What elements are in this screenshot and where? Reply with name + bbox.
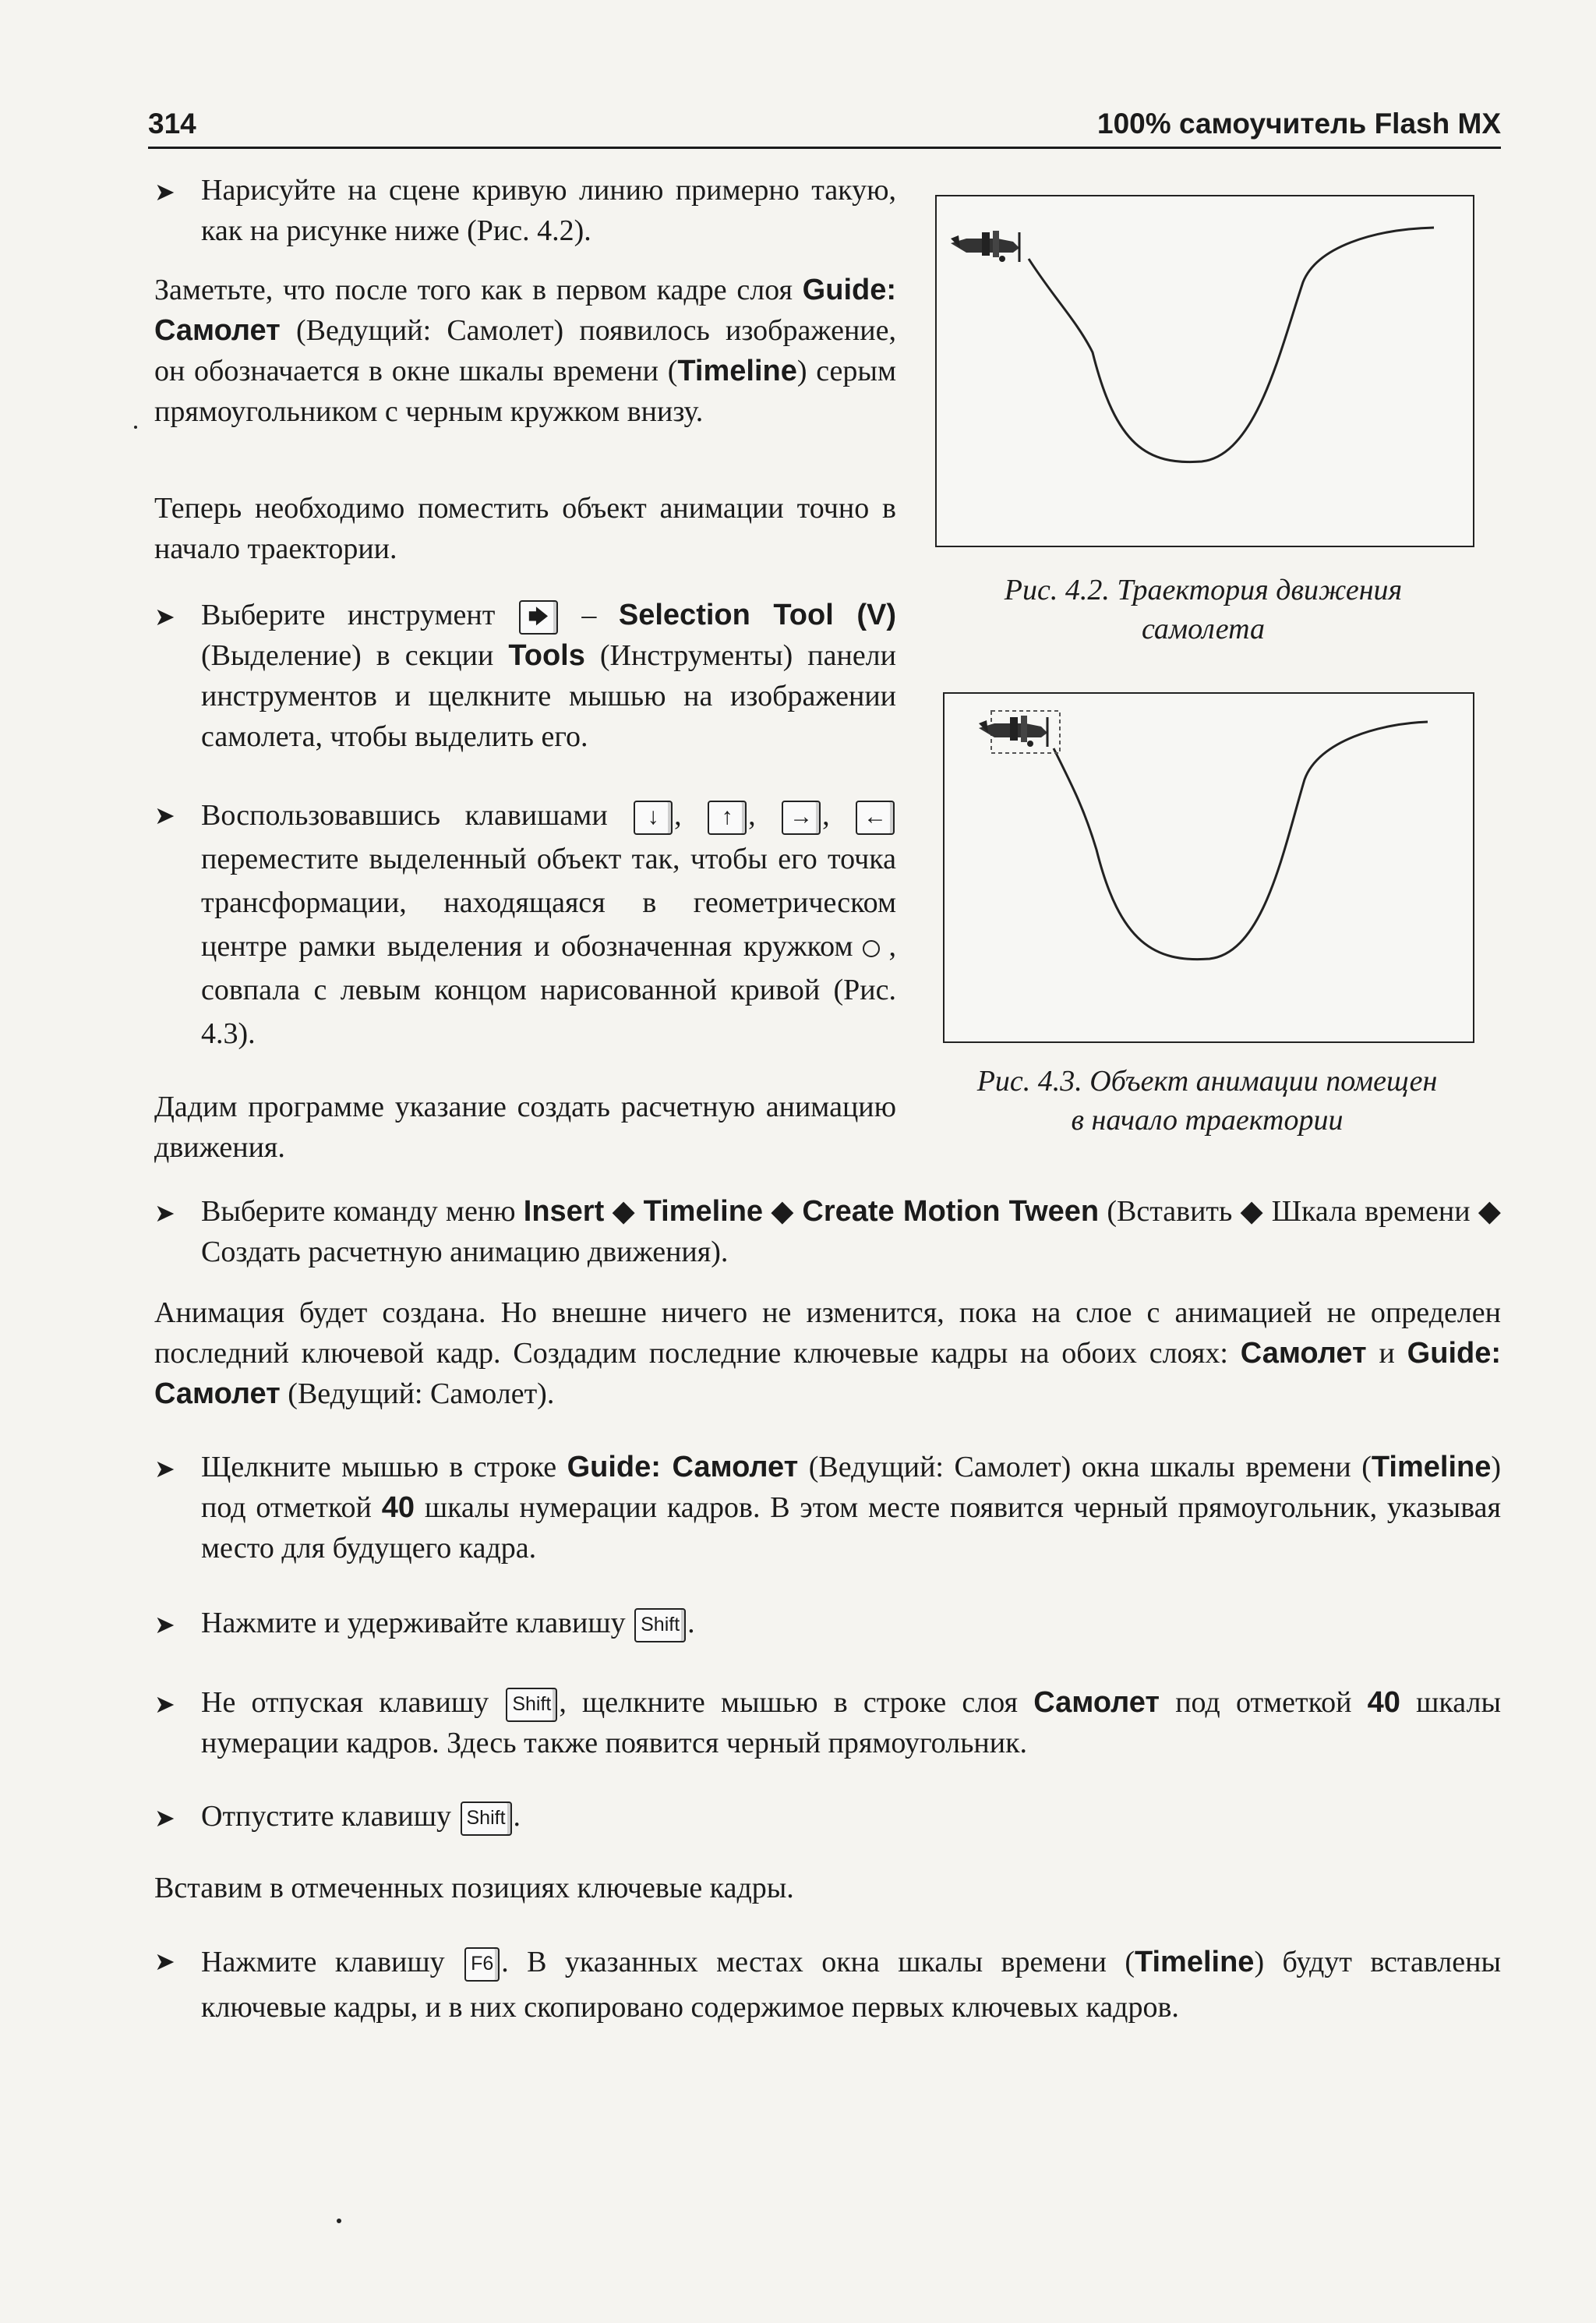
bullet-marker-icon: ➤ [154, 1610, 175, 1639]
term-timeline: Timeline [677, 355, 797, 387]
instruction-create-motion-tween: Выберите команду меню Insert ◆ Timeline ◆ Create Motion Tween (Вставить ◆ Шкала времени ◆ Создать расчетную анимацию движения). [201, 1195, 1501, 1268]
term-selection-tool: Selection Tool (V) [618, 599, 896, 631]
bullet-marker-icon: ➤ [154, 801, 175, 830]
figure-4-3-object-at-start [943, 692, 1474, 1043]
paragraph-insert-keyframes: Вставим в отмеченных позициях ключевые кадры. [154, 1872, 794, 1904]
shift-key-icon: Shift [506, 1688, 557, 1722]
menu-insert: Insert [523, 1195, 605, 1228]
instruction-text: Нарисуйте на сцене кривую линию примерно такую, как на рисунке ниже (Рис. 4.2). [201, 174, 896, 247]
instruction-arrow-keys: Воспользовавшись клавишами ↓ , ↑ , → , ← переместите выделенный объект так, чтобы его точка трансформации, находящаяся в геометрическом центре рамки выделения и обозначенная кружком , совпала с левым концом нарисованной кривой (Рис. 4.3). [201, 799, 896, 1050]
figure-4-2-trajectory [935, 195, 1474, 547]
instruction-select-tool: Выберите инструмент 🡆 – Selection Tool (V) (Выделение) в секции Tools (Инструменты) панели инструментов и щелкните мышью на изображении самолета, чтобы выделить его. [201, 599, 896, 753]
bullet-marker-icon: ➤ [154, 1198, 175, 1228]
instruction-press-f6: Нажмите клавишу F6 . В указанных местах окна шкалы времени (Timeline) будут вставлены ключевые кадры, и в них скопировано содержимое первых ключевых кадров. [201, 1946, 1501, 2024]
trajectory-drawing-selected [945, 694, 1473, 1041]
airplane-icon [979, 716, 1047, 747]
term-guide-layer: Guide: Самолет [154, 1337, 1501, 1410]
instruction-click-guide-row: Щелкните мышью в строке Guide: Самолет (Ведущий: Самолет) окна шкалы времени (Timeline) под отметкой 40 шкалы нумерации кадров. В этом месте появится черный прямоугольник, указывая место для будущего кадра. [201, 1451, 1501, 1565]
frame-mark-40: 40 [381, 1491, 415, 1524]
bullet-marker-icon: ➤ [154, 1454, 175, 1483]
bullet-marker-icon: ➤ [154, 1946, 175, 1976]
term-guide-layer: Guide: Самолет [567, 1451, 799, 1483]
trajectory-curve [1029, 228, 1434, 462]
instruction-draw-curve [201, 170, 896, 251]
selection-arrow-icon: 🡆 [519, 600, 558, 635]
trajectory-curve [1054, 722, 1428, 960]
instruction-click-samolet-row: Не отпуская клавишу Shift , щелкните мышью в строке слоя Самолет под отметкой 40 шкалы нумерации кадров. Здесь также появится черный прямоугольник. [201, 1686, 1502, 1759]
paragraph-guide-layer: Заметьте, что после того как в первом кадре слоя Guide: Самолет (Ведущий: Самолет) появилось изображение, он обозначается в окне шкалы времени (Timeline) серым прямоугольником с черным кружком внизу. [154, 274, 896, 428]
term-tools: Tools [508, 639, 585, 672]
paragraph-place-object: Теперь необходимо поместить объект анимации точно в начало траектории. [154, 492, 896, 565]
scan-speck [134, 426, 137, 429]
frame-mark-40: 40 [1367, 1686, 1400, 1719]
f6-key-icon: F6 [464, 1947, 500, 1982]
shift-key-icon: Shift [461, 1801, 512, 1836]
airplane-icon [951, 231, 1019, 262]
term-layer-samolet: Самолет [1240, 1337, 1367, 1370]
menu-timeline: Timeline [643, 1195, 764, 1228]
paragraph-motion-tween-intro: Дадим программе указание создать расчетную анимацию движения. [154, 1091, 896, 1164]
term-layer-samolet: Самолет [1033, 1686, 1160, 1719]
term-guide-layer: Guide: Самолет [154, 274, 896, 347]
paragraph-keyframes: Анимация будет создана. Но внешне ничего не изменится, пока на слое с анимацией не определен последний ключевой кадр. Создадим последние ключевые кадры на обоих слоях: Самолет и Guide: Самолет (Ведущий: Самолет). [154, 1296, 1501, 1410]
running-header [148, 100, 1501, 149]
arrow-up-key-icon: ↑ [708, 801, 747, 835]
menu-create-motion-tween: Create Motion Tween [802, 1195, 1100, 1228]
page-number: 314 [148, 108, 196, 140]
shift-key-icon: Shift [634, 1608, 686, 1642]
bullet-marker-icon: ➤ [154, 177, 175, 207]
bullet-marker-icon: ➤ [154, 1803, 175, 1833]
arrow-right-key-icon: → [782, 801, 821, 835]
bullet-marker-icon: ➤ [154, 602, 175, 631]
figure-4-2-caption: Рис. 4.2. Траектория движения самолета [1004, 574, 1403, 645]
arrow-down-key-icon: ↓ [634, 801, 673, 835]
transform-point-circle-icon [863, 940, 880, 957]
instruction-hold-shift: Нажмите и удерживайте клавишу Shift . [201, 1603, 1501, 1643]
trajectory-drawing [937, 196, 1473, 546]
scan-speck [337, 2219, 341, 2223]
running-title: 100% самоучитель Flash MX [1097, 108, 1501, 140]
term-timeline: Timeline [1134, 1946, 1255, 1978]
arrow-left-key-icon: ← [856, 801, 895, 835]
bullet-marker-icon: ➤ [154, 1689, 175, 1719]
instruction-release-shift: Отпустите клавишу Shift . [201, 1796, 1501, 1837]
figure-4-3-caption: Рис. 4.3. Объект анимации помещен в начало траектории [976, 1065, 1438, 1137]
term-timeline: Timeline [1371, 1451, 1492, 1483]
